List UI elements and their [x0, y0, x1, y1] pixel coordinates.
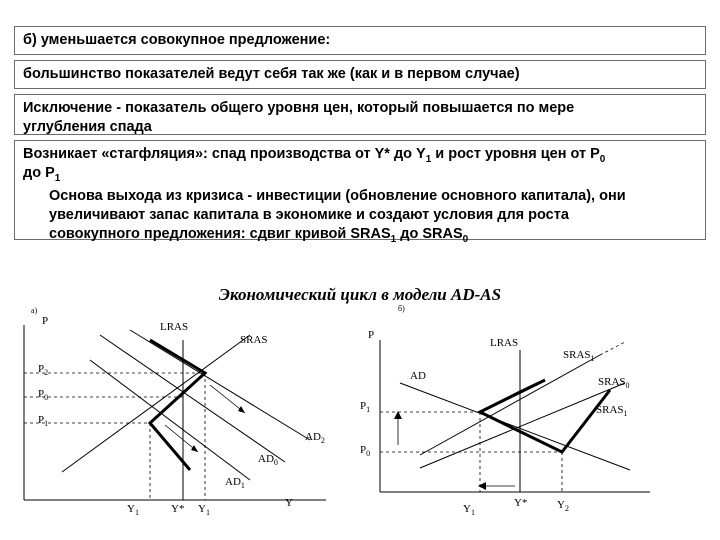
left-corner-label: а) [31, 306, 38, 315]
left-ad2-line [130, 330, 310, 440]
right-arrowhead-left [478, 482, 486, 490]
right-sras1-lower-label: $SRAS_1$ [596, 404, 628, 418]
left-sras-line [62, 335, 250, 472]
right-sras0-line [420, 383, 625, 468]
right-sras1-upper-label: $SRAS_1$ [563, 349, 595, 363]
text-decrease-supply: б) уменьшается совокупное предложение: [23, 32, 331, 48]
text-stagflation-line2: до $P_1$ [23, 165, 61, 184]
right-labels [360, 304, 630, 517]
left-sras-label: SRAS [240, 334, 268, 346]
right-y2-label: $Y_2$ [557, 499, 569, 513]
text-exception-line1: Исключение - показатель общего уровня цен, который повышается по мере [23, 100, 575, 116]
left-y1-label: $Y_1$ [127, 503, 139, 517]
right-sras0-label: $SRAS_0$ [598, 376, 630, 390]
text-crisis-exit: Основа выхода из кризиса - инвестиции (обновление основного капитала), они увеличивают запас капитала в экономике и создают условия для роста совокупного предложения: сдвиг кривой $SRAS_1$ до $SRAS_0$ [49, 188, 626, 245]
left-ystar-label: Y* [171, 503, 185, 515]
left-p2-label: $P_2$ [38, 363, 49, 377]
left-diagram [24, 325, 326, 500]
right-corner-label: б) [398, 304, 405, 313]
left-ad0-label: $AD_0$ [258, 453, 278, 467]
left-labels [31, 306, 325, 517]
text-exception-line2: углубления спада [23, 119, 152, 135]
right-y1-label: $Y_1$ [463, 503, 475, 517]
right-ystar-label: Y* [514, 497, 528, 509]
left-arrowhead-lower [191, 445, 198, 452]
left-ad1-label: $AD_1$ [225, 476, 245, 490]
text-stagflation-line1: Возникает «стагфляция»: спад производства от Y* до $Y_1$ и рост уровня цен от $P_0$ [23, 146, 606, 165]
left-ad0-line [100, 335, 285, 462]
left-y-axis-label: Y [285, 497, 293, 509]
right-lras-label: LRAS [490, 337, 519, 349]
left-y1b-label: $Y_1$ [198, 503, 210, 517]
left-ad1-line [90, 360, 250, 480]
text-indicators: большинство показателей ведут себя так же (как и в первом случае) [23, 66, 520, 82]
right-p1-label: $P_1$ [360, 400, 371, 414]
left-p-axis-label: P [42, 315, 49, 327]
left-ad2-label: $AD_2$ [305, 431, 325, 445]
right-p-axis-label: P [368, 329, 375, 341]
right-p0-label: $P_0$ [360, 444, 371, 458]
right-ad-label: AD [410, 370, 426, 382]
right-diagram [380, 340, 650, 492]
diagram-title: Экономический цикл в модели AD-AS [218, 285, 502, 304]
left-lras-label: LRAS [160, 321, 189, 333]
right-sras1-ext [600, 342, 625, 355]
left-p0-label: $P_0$ [38, 388, 49, 402]
left-p1-label: $P_1$ [38, 414, 49, 428]
left-arrowhead-upper [238, 406, 245, 413]
